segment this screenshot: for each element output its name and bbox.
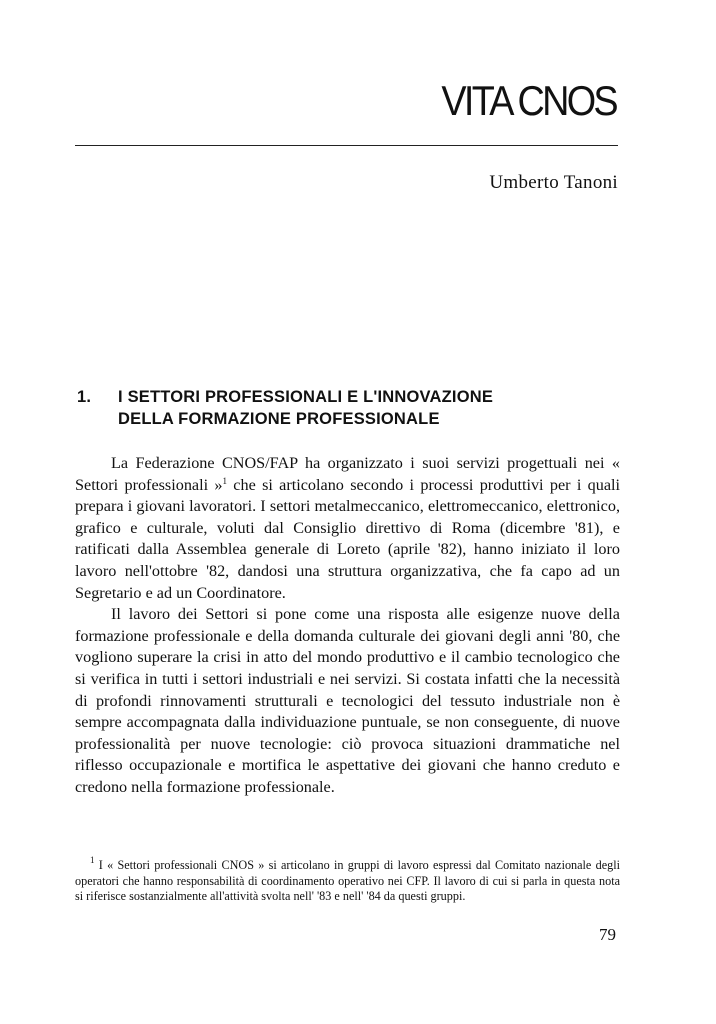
footnote <box>75 855 620 905</box>
footnote-text: I « Settori professionali CNOS » si articolano in gruppi di lavoro espressi dal Comitato nazionale degli operatori che hanno responsabilità di coordinamento operativo nei CFP. Il lavoro di cui si parla in questa nota si riferisce sostanzialmente all'attività svolta nell' '83 e nell' '84 da questi gruppi. <box>75 858 620 904</box>
page-number: 79 <box>599 925 616 944</box>
author-name: Umberto Tanoni <box>489 172 618 193</box>
footnote-reference: 1 <box>222 475 227 486</box>
section-title-line-2: DELLA FORMAZIONE PROFESSIONALE <box>118 410 440 428</box>
section-title <box>118 386 598 430</box>
paragraph-2: Il lavoro dei Settori si pone come una risposta alle esigenze nuove della formazione professionale e della domanda culturale dei giovani degli anni '80, che vogliono superare la crisi in atto del mondo produttivo e il cambio tecnologico che si verifica in tutti i settori industriali e nei servizi. Si costata infatti che la necessità di profondi rinnovamenti strutturali e tecnologici del tessuto industriale non è sempre accompagnata dalla individuazione puntuale, se non conseguente, di nuove professionalità per nuove tecnologie: ciò provoca situazioni drammatiche nel riflesso occupazionale e mortifica le aspettative dei giovani che hanno creduto e credono nella formazione professionale. <box>75 605 620 796</box>
paragraph-1-text-after-note: che si articolano secondo i processi produttivi per i quali prepara i giovani lavoratori. I settori metalmeccanico, elettromeccanico, elettronico, grafico e culturale, voluti dal Consiglio direttivo di Roma (dicembre '81), e ratificati dalla Assemblea generale di Loreto (aprile '82), hanno iniziato il loro lavoro nell'ottobre '82, dandosi una struttura organizzativa, che fa capo ad un Segretario e ad un Coordinatore. <box>75 475 621 602</box>
section-number: 1. <box>77 388 92 406</box>
header-divider <box>75 145 618 146</box>
footnote-1 <box>75 855 620 905</box>
footnote-marker: 1 <box>90 855 95 865</box>
section-title-line-1: I SETTORI PROFESSIONALI E L'INNOVAZIONE <box>118 388 494 406</box>
paragraph-1-text-before-note: La Federazione CNOS/FAP ha organizzato i suoi servizi progettuali nei « Settori professionali » <box>75 454 620 494</box>
body-text <box>75 453 620 799</box>
paragraph-1 <box>75 453 620 604</box>
running-header-title: VITA CNOS <box>441 77 616 124</box>
